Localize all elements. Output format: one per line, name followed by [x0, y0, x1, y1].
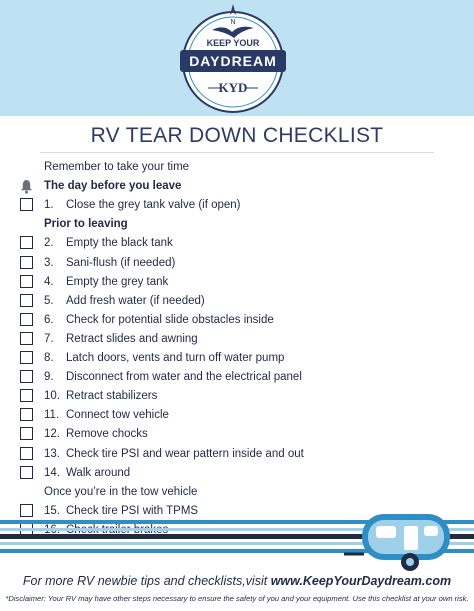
item-label [44, 195, 241, 215]
item-text: Check tire PSI and wear pattern inside and out [66, 447, 304, 460]
item-text: Remove chocks [66, 428, 148, 441]
item-number: 4. [44, 275, 54, 288]
item-number: 6. [44, 313, 54, 326]
item-text: Retract stabilizers [66, 390, 158, 403]
note-label: Once you’re in the tow vehicle [44, 485, 198, 498]
checkbox[interactable] [20, 294, 33, 307]
item-label [44, 310, 274, 330]
checkbox[interactable] [20, 332, 33, 345]
item-text: Disconnect from water and the electrical panel [66, 371, 302, 384]
logo-monogram: KYD [218, 80, 248, 95]
item-text: Connect tow vehicle [66, 409, 169, 422]
checklist-item [0, 253, 474, 273]
item-label [44, 233, 173, 253]
title-divider [40, 152, 434, 153]
item-label [44, 463, 130, 483]
checklist-note [0, 482, 474, 502]
checkbox[interactable] [20, 351, 33, 364]
item-number: 12. [44, 428, 60, 441]
item-text: Walk around [66, 466, 131, 479]
item-text: Add fresh water (if needed) [66, 294, 205, 307]
item-text: Retract slides and awning [66, 332, 198, 345]
checklist-item [0, 272, 474, 292]
item-number: 8. [44, 352, 54, 364]
logo-line2: DAYDREAM [189, 53, 277, 69]
note-label: Remember to take your time [44, 161, 190, 173]
checklist-item [0, 405, 474, 425]
item-label [44, 405, 169, 425]
bell-icon [19, 179, 34, 194]
keep-your-daydream-logo [174, 2, 292, 116]
checkbox[interactable] [20, 408, 33, 421]
checkbox[interactable] [20, 313, 33, 326]
item-number: 14. [44, 466, 60, 479]
section-heading [0, 176, 474, 196]
item-text: Empty the grey tank [66, 275, 169, 288]
item-number: 11. [44, 409, 60, 422]
item-number: 2. [44, 237, 54, 250]
checklist-item [0, 424, 474, 444]
checklist-item [0, 386, 474, 406]
checklist-item [0, 367, 474, 387]
item-number: 1. [44, 199, 54, 212]
checklist-item [0, 310, 474, 330]
checklist-item [0, 329, 474, 349]
item-number: 15. [44, 504, 60, 517]
item-number: 3. [44, 256, 54, 269]
checklist-item [0, 463, 474, 483]
item-label [44, 444, 304, 464]
logo-line1: KEEP YOUR [206, 38, 260, 48]
checkbox[interactable] [20, 427, 33, 440]
item-label [44, 367, 302, 387]
disclaimer: *Disclaimer: Your RV may have other steps necessary to ensure the safety of you and your equipment. Use this checklist at your own risk. [5, 594, 469, 603]
item-text: Check for potential slide obstacles inside [66, 313, 274, 326]
checklist-item [0, 444, 474, 464]
checklist-note [0, 157, 474, 177]
footer-url-link[interactable]: www.KeepYourDaydream.com [270, 574, 452, 588]
item-text: Close the grey tank valve (if open) [66, 199, 241, 212]
item-label [44, 291, 205, 311]
item-number: 7. [44, 332, 54, 345]
checklist-item [0, 291, 474, 311]
checkbox[interactable] [20, 256, 33, 269]
section-label: Prior to leaving [44, 218, 128, 231]
item-label [44, 386, 157, 406]
footer-promo [0, 574, 474, 588]
item-text: Empty the black tank [66, 237, 173, 250]
item-label [44, 253, 175, 273]
checkbox[interactable] [20, 198, 33, 211]
page-title: RV TEAR DOWN CHECKLIST [90, 124, 384, 147]
checklist-item [0, 348, 474, 368]
item-label [44, 501, 198, 521]
item-text: Latch doors, vents and turn off water pump [66, 352, 285, 364]
item-label [44, 424, 148, 444]
checklist-item [0, 233, 474, 253]
item-label [44, 348, 284, 368]
checkbox[interactable] [20, 447, 33, 460]
item-number: 9. [44, 371, 54, 384]
section-heading [0, 214, 474, 234]
item-number: 10. [44, 390, 60, 403]
item-text: Check tire PSI with TPMS [66, 504, 199, 517]
checklist-item [0, 195, 474, 215]
item-text: Sani-flush (if needed) [66, 256, 176, 269]
section-label: The day before you leave [44, 180, 182, 193]
checkbox[interactable] [20, 389, 33, 402]
compass-n: N [230, 19, 236, 26]
item-label [44, 329, 198, 349]
item-number: 13. [44, 447, 60, 460]
trailer-illustration [344, 510, 456, 574]
checkbox[interactable] [20, 504, 33, 517]
item-number: 5. [44, 294, 54, 307]
item-label [44, 272, 168, 292]
checkbox[interactable] [20, 466, 33, 479]
footer-lead: For more RV newbie tips and checklists,visit [22, 574, 268, 588]
checkbox[interactable] [20, 275, 33, 288]
checkbox[interactable] [20, 370, 33, 383]
checkbox[interactable] [20, 236, 33, 249]
